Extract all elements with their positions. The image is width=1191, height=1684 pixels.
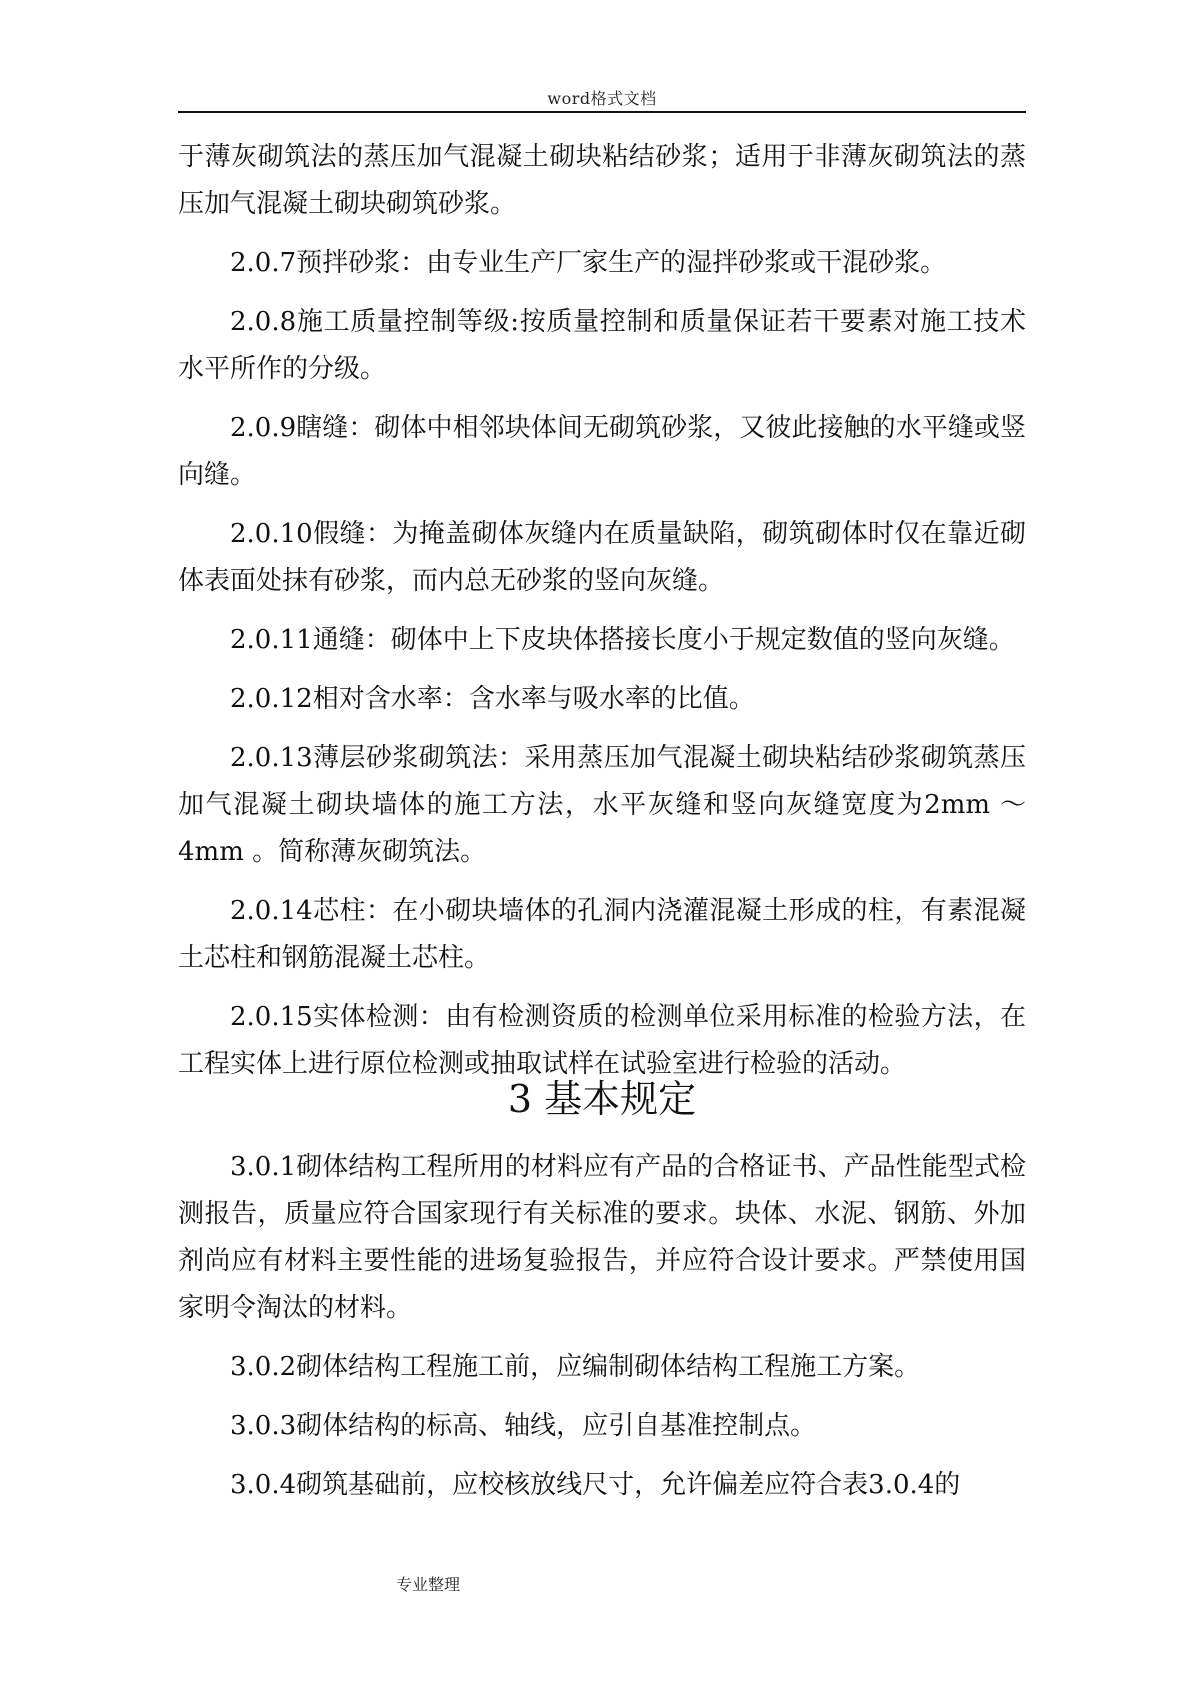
paragraph-2-0-7: 2.0.7预拌砂浆：由专业生产厂家生产的湿拌砂浆或干混砂浆。	[230, 248, 947, 278]
header-divider	[178, 111, 1026, 113]
paragraph-2-0-13: 2.0.13薄层砂浆砌筑法：采用蒸压加气混凝土砌块粘结砂浆砌筑蒸压加气混凝土砌块墙体的施工方法，水平灰缝和竖向灰缝宽度为2mm ～4mm 。简称薄灰砌筑法。	[178, 743, 1026, 867]
document-body	[178, 134, 1026, 1521]
paragraph-2-0-14: 2.0.14芯柱：在小砌块墙体的孔洞内浇灌混凝土形成的柱，有素混凝土芯柱和钢筋混凝土芯柱。	[178, 896, 1026, 973]
page-header: word格式文档	[547, 89, 657, 108]
section-heading: 3 基本规定	[507, 1077, 697, 1121]
paragraph-3-0-1: 3.0.1砌体结构工程所用的材料应有产品的合格证书、产品性能型式检测报告，质量应符合国家现行有关标准的要求。块体、水泥、钢筋、外加剂尚应有材料主要性能的进场复验报告，并应符合设计要求。严禁使用国家明令淘汰的材料。	[178, 1152, 1026, 1323]
paragraph-2-0-11: 2.0.11通缝：砌体中上下皮块体搭接长度小于规定数值的竖向灰缝。	[230, 625, 1015, 655]
paragraph-2-0-10: 2.0.10假缝：为掩盖砌体灰缝内在质量缺陷，砌筑砌体时仅在靠近砌体表面处抹有砂浆，而内总无砂浆的竖向灰缝。	[178, 519, 1026, 596]
page-footer: 专业整理	[396, 1575, 461, 1594]
paragraph-3-0-3: 3.0.3砌体结构的标高、轴线，应引自基准控制点。	[230, 1411, 817, 1441]
paragraph-2-0-15: 2.0.15实体检测：由有检测资质的检测单位采用标准的检验方法，在工程实体上进行原位检测或抽取试样在试验室进行检验的活动。	[178, 1002, 1026, 1079]
paragraph-2-0-8: 2.0.8施工质量控制等级:按质量控制和质量保证若干要素对施工技术水平所作的分级。	[178, 307, 1026, 384]
paragraph-3-0-2: 3.0.2砌体结构工程施工前，应编制砌体结构工程施工方案。	[230, 1352, 921, 1382]
paragraph-continuation: 于薄灰砌筑法的蒸压加气混凝土砌块粘结砂浆；适用于非薄灰砌筑法的蒸压加气混凝土砌块砌筑砂浆。	[178, 142, 1026, 219]
paragraph-3-0-4: 3.0.4砌筑基础前，应校核放线尺寸，允许偏差应符合表3.0.4的	[230, 1470, 961, 1500]
paragraph-2-0-9: 2.0.9瞎缝：砌体中相邻块体间无砌筑砂浆，又彼此接触的水平缝或竖向缝。	[178, 413, 1026, 490]
paragraph-2-0-12: 2.0.12相对含水率：含水率与吸水率的比值。	[230, 684, 755, 714]
